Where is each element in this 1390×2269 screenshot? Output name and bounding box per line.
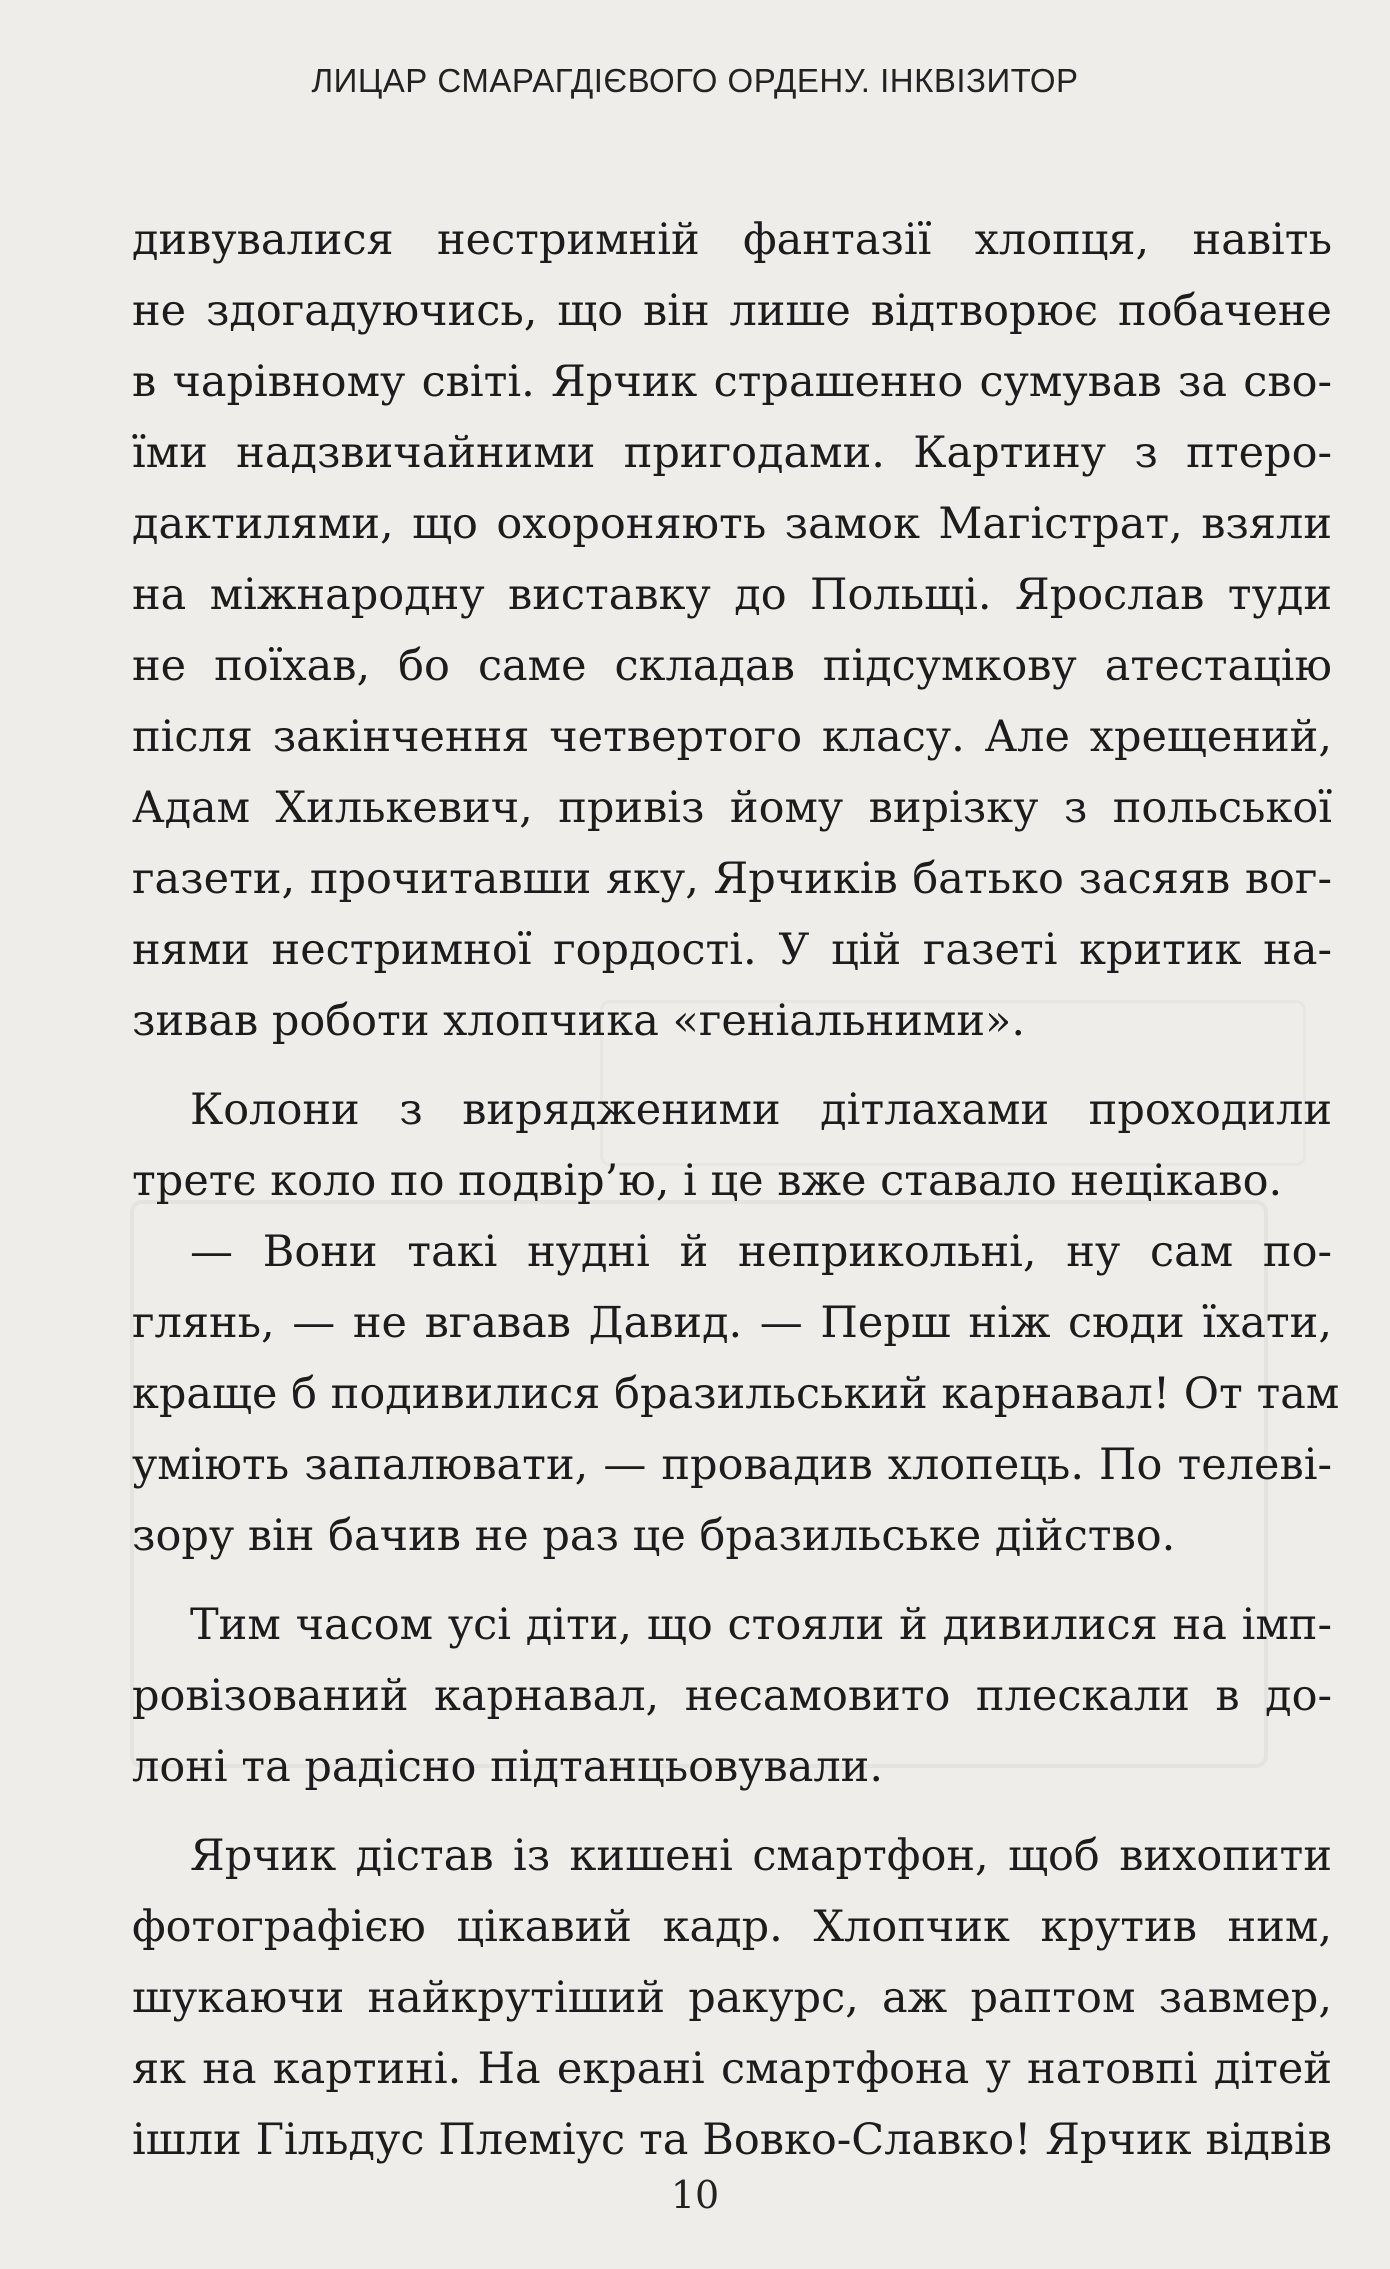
text-line: в чарівному світі. Ярчик страшенно сумував за сво-	[132, 357, 1332, 407]
text-line: не поїхав, бо саме складав підсумкову атестацію	[132, 641, 1332, 691]
text-line: Тим часом усі діти, що стояли й дивилися на імп-	[190, 1600, 1332, 1650]
text-line: ровізований карнавал, несамовито плескали в до-	[132, 1671, 1332, 1721]
text-line: глянь, — не вгавав Давид. — Перш ніж сюди їхати,	[132, 1298, 1332, 1348]
text-line: — Вони такі нудні й неприкольні, ну сам по-	[190, 1227, 1332, 1277]
text-line: зивав роботи хлопчика «геніальними».	[132, 996, 1025, 1046]
text-line: нями нестримної гордості. У цій газеті критик на-	[132, 925, 1332, 975]
text-line: їми надзвичайними пригодами. Картину з птеро-	[132, 428, 1332, 478]
text-line: дивувалися нестримній фантазії хлопця, навіть	[132, 215, 1332, 265]
text-line: Ярчик дістав із кишені смартфон, щоб вихопити	[190, 1831, 1332, 1881]
text-line: Колони з вирядженими дітлахами проходили	[190, 1085, 1332, 1135]
text-line: на міжнародну виставку до Польщі. Ярослав туди	[132, 570, 1332, 620]
text-line: після закінчення четвертого класу. Але хрещений,	[132, 712, 1332, 762]
page-number: 10	[670, 2173, 720, 2217]
running-head: ЛИЦАР СМАРАГДІЄВОГО ОРДЕНУ. ІНКВІЗИТОР	[311, 62, 1079, 99]
text-line: шукаючи найкрутіший ракурс, аж раптом завмер,	[132, 1973, 1332, 2023]
text-line: третє коло по подвір’ю, і це вже ставало нецікаво.	[132, 1156, 1283, 1206]
text-line: лоні та радісно підтанцьовували.	[132, 1742, 883, 1792]
text-line: Адам Хилькевич, привіз йому вирізку з польської	[132, 783, 1332, 833]
text-line: ішли Гільдус Племіус та Вовко-Славко! Ярчик відвів	[132, 2115, 1332, 2165]
text-line: краще б подивилися бразильський карнавал! От там	[132, 1369, 1340, 1419]
text-line: як на картині. На екрані смартфона у натовпі дітей	[132, 2044, 1332, 2094]
text-line: газети, прочитавши яку, Ярчиків батько засяяв вог-	[132, 854, 1332, 904]
text-line: фотографією цікавий кадр. Хлопчик крутив ним,	[132, 1902, 1332, 1952]
text-line: уміють запалювати, — провадив хлопець. По телеві-	[132, 1440, 1332, 1490]
text-line: не здогадуючись, що він лише відтворює побачене	[132, 286, 1332, 336]
body-text	[132, 205, 1340, 2176]
text-line: дактилями, що охороняють замок Магістрат, взяли	[132, 499, 1332, 549]
text-line: зору він бачив не раз це бразильське дійство.	[132, 1511, 1176, 1561]
